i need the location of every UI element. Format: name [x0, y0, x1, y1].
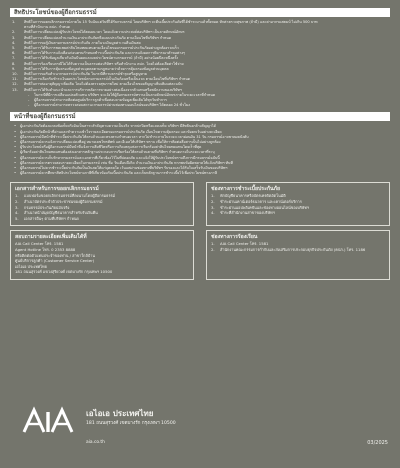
- bullet-icon: •: [13, 166, 17, 171]
- box-item-text: สำเนาหน้าสมุดบัญชีธนาคารสำหรับรับเงินคืน: [24, 210, 98, 216]
- item-number: 1.: [12, 20, 16, 24]
- box-item-number: 1.: [15, 193, 19, 199]
- item-number: 6.: [12, 51, 16, 56]
- box-item: [211, 210, 385, 216]
- item-number: 12.: [12, 82, 18, 87]
- duties-list: [10, 124, 390, 176]
- document-code: 03/2025: [367, 440, 388, 446]
- bullet-icon: •: [13, 155, 17, 160]
- cancellation-docs-list: [15, 193, 189, 221]
- box-item-number: 1.: [211, 193, 215, 199]
- item-text: ผู้เรียกร้องค่าสินไหมทดแทนต้องส่งเอกสารหลักฐานประกอบการเรียกร้องให้ครบถ้วนตามที่บริษัทฯ กำหนดภายในระยะเวลาที่ระบุ: [20, 150, 215, 155]
- dash-icon: -: [28, 92, 30, 97]
- box-item-number: 1.: [211, 241, 215, 247]
- aia-logo-icon: [22, 404, 74, 434]
- box-item-text: แบบฟอร์มขอยกเลิกกรมธรรม์ที่ลงนามโดยผู้ถือกรมธรรม์: [24, 193, 116, 199]
- brand-address: 181 ถนนสุรวงศ์ เขตบางรัก กรุงเทพฯ 10500: [86, 421, 176, 426]
- item-text: สิทธิในการขอยกเลิกกรมธรรม์ภายใน 15 วันนับแต่วันที่ได้รับกรมธรรม์ โดยบริษัทฯ จะคืนเบี้ยประกันภัยที่ได้ชำระมาแล้วทั้งหมด หักค่าตรวจสุขภาพ (ถ้ามี) และค่าอากรแสตมป์ ไม่เกิน 500 บาท: [24, 20, 318, 24]
- info-boxes-row-2: [10, 230, 390, 280]
- item-text: สิทธิในการร้องเรียนกรณีไม่ได้รับความเป็นธรรมต่อบริษัทฯ หรือสำนักงาน คปภ. โดยไม่ต้องเสียค่าใช้จ่าย: [24, 61, 184, 66]
- list-item: [10, 171, 390, 176]
- item-text: ผู้เอาประกันภัยมีหน้าที่อ่านและทำความเข้าใจรายละเอียดของกรมธรรม์ประกันภัย เงื่อนไขความคุ้มครอง และข้อยกเว้นอย่างละเอียด: [20, 129, 222, 134]
- contact-lines: [15, 241, 189, 275]
- bullet-icon: •: [13, 171, 17, 176]
- item-text: สิทธิในการเปลี่ยนแปลงผู้รับประโยชน์ได้ตลอดเวลา โดยแจ้งความประสงค์ต่อบริษัทฯ เป็นลายลักษณ์อักษร: [24, 30, 185, 35]
- box-item-number: 2.: [211, 247, 215, 253]
- item-number: 2.: [12, 30, 16, 35]
- bullet-icon: •: [13, 145, 17, 150]
- item-number: 4.: [12, 40, 16, 45]
- content: [10, 8, 390, 280]
- contact-box: [10, 230, 194, 280]
- complaint-title: ช่องทางการร้องเรียน: [211, 234, 258, 241]
- rights-list: [10, 20, 390, 108]
- sub-item-text: ในกรณีที่มีการเปลี่ยนแปลงตัวแทน บริษัทฯ จะแจ้งให้ผู้ถือกรมธรรม์ทราบเป็นลายลักษณ์อักษรภายในระยะเวลาที่กำหนด: [34, 92, 216, 97]
- item-text: สิทธิในการได้รับการชดเชยค่าสินไหมทดแทนตามเงื่อนไขของกรมธรรม์ประกันภัยอย่างถูกต้องรวดเร็ว: [24, 46, 179, 51]
- complaint-box: [206, 230, 390, 280]
- item-text: ผู้ถือกรมธรรม์ควรศึกษาสิทธิประโยชน์ทางภาษีที่เกี่ยวข้องกับเบี้ยประกันภัย และเก็บหลักฐานการชำระเบี้ยไว้เพื่อประโยชน์ทางภาษี: [20, 171, 217, 176]
- bullet-icon: •: [13, 150, 17, 155]
- box-item-text: หักบัญชีธนาคารหรือบัตรเครดิตอัตโนมัติ: [220, 193, 286, 199]
- bullet-icon: •: [13, 134, 17, 139]
- item-number: 7.: [12, 56, 16, 61]
- box-item-number: 2.: [15, 199, 19, 205]
- item-text: ผู้รับประโยชน์หรือผู้ถือกรมธรรม์มีหน้าที่แจ้งการเสียชีวิตหรือการเกิดเหตุแห่งการเรียกร้องค่าสินไหมทดแทนโดยเร็วที่สุด: [20, 145, 202, 150]
- item-text: สิทธิในการได้รับคำแนะนำและการบริการหลังการขายอย่างต่อเนื่องจากตัวแทนหรือพนักงานของบริษัทฯ: [24, 87, 182, 92]
- box-item-text: สำเนาบัตรประจำตัวประชาชนของผู้ถือกรมธรรม์: [24, 199, 103, 205]
- contact-line: AIA Call Center โทร. 1581: [15, 241, 64, 247]
- item-text: ผู้ถือกรมธรรม์ควรตรวจสอบรายละเอียดในกรมธรรม์ เช่น ชื่อ วันเดือนปีเกิด จำนวนเงินเอาประกันภัย หากพบข้อผิดพลาดให้แจ้งบริษัทฯ ทันที: [20, 160, 233, 165]
- item-text: สิทธิในการขอกู้เงินตามกรมธรรม์ประกันภัย ภายในวงเงินมูลค่าเวนคืนเงินสด: [24, 40, 141, 45]
- item-text: ตามที่สำนักงาน คปภ. กำหนด: [24, 25, 70, 30]
- box-item-number: 5.: [15, 215, 19, 221]
- item-number: 8.: [12, 61, 16, 66]
- contact-line: 181 ถนนสุรวงศ์ แขวงสุริยวงศ์ เขตบางรัก กรุงเทพฯ 10500: [15, 269, 113, 275]
- item-text: สิทธิในการเลือกรับชำระเงินผลประโยชน์ตามกรมธรรม์เป็นเงินก้อนหรือเป็นงวด ตามเงื่อนไขที่บริษัทฯ กำหนด: [24, 77, 191, 82]
- box-item-number: 4.: [15, 210, 19, 216]
- contact-line: Agent Hotline โทร. 0 2353 8888: [15, 247, 76, 253]
- contact-line: เอไอเอ ประเทศไทย: [15, 263, 47, 269]
- item-number: 13.: [12, 87, 18, 92]
- rights-section-title: สิทธิประโยชน์ของผู้ถือกรมธรรม์: [10, 8, 390, 17]
- box-item: [15, 216, 189, 222]
- box-item-text: ชำระผ่านเคาน์เตอร์ธนาคาร และเคาน์เตอร์บริการ: [220, 199, 302, 205]
- box-item: [211, 247, 385, 253]
- cancellation-docs-title: เอกสารสำหรับการขอยกเลิกกรมธรรม์: [15, 186, 99, 193]
- item-number: 9.: [12, 66, 16, 71]
- item-text: ผู้เอาประกันภัยต้องแถลงข้อเท็จจริงอันเป็นสาระสำคัญตามความเป็นจริง หากปกปิดหรือแถลงเท็จ บริษัทฯ มีสิทธิบอกล้างสัญญาได้: [20, 124, 217, 129]
- item-number: 5.: [12, 46, 16, 51]
- item-number: 11.: [12, 77, 18, 82]
- contact-title: สอบถามรายละเอียดเพิ่มเติมได้ที่: [15, 234, 87, 241]
- footer: [10, 404, 390, 460]
- bullet-icon: •: [13, 124, 17, 129]
- item-text: สิทธิในการได้รับการแจ้งเตือนก่อนครบกำหนดชำระเบี้ยประกันภัย และการแจ้งผลการพิจารณาคำขอต่างๆ: [24, 51, 186, 56]
- item-number: 10.: [12, 72, 18, 77]
- box-item-text: ชำระผ่านแอปพลิเคชันและช่องทางออนไลน์ของบริษัทฯ: [220, 204, 310, 210]
- bullet-icon: •: [13, 140, 17, 145]
- box-item-text: AIA Call Center โทร. 1581: [220, 241, 269, 247]
- box-item-number: 3.: [15, 204, 19, 210]
- item-text: สิทธิในการขอรับสำเนากรมธรรม์ประกันภัย ในกรณีที่กรมธรรม์ชำรุดหรือสูญหาย: [24, 72, 147, 77]
- box-item-text: เอกสารอื่นๆ ตามที่บริษัทฯ กำหนด: [24, 215, 79, 221]
- website-link[interactable]: aia.co.th: [86, 440, 105, 445]
- sub-item-text: ผู้ถือกรมธรรม์สามารถติดต่อศูนย์บริการลูกค้าเพื่อสอบถามข้อมูลเพิ่มเติมได้ทุกวันทำการ: [34, 98, 167, 103]
- duties-section-title: หน้าที่ของผู้ถือกรมธรรม์: [10, 112, 390, 121]
- item-text: สิทธิในการได้รับการคุ้มครองข้อมูลส่วนบุคคลตามกฎหมายว่าด้วยการคุ้มครองข้อมูลส่วนบุคคล: [24, 66, 169, 71]
- item-text: สิทธิในการเปลี่ยนแปลงจำนวนเงินเอาประกันภัยหรือแบบประกันภัย ตามเงื่อนไขที่บริษัทฯ กำหนด: [24, 35, 172, 40]
- box-item-text: ชำระที่สำนักงานสาขาของบริษัทฯ: [220, 210, 275, 216]
- complaint-list: [211, 241, 385, 252]
- item-text: ผู้ถือกรมธรรม์ไม่ควรชำระเบี้ยประกันภัยเป็นเงินสดให้แก่บุคคลใด เว้นแต่ผ่านช่องทางที่บริษัทฯ รับรองและได้รับใบเสร็จรับเงินของบริษัทฯ: [20, 166, 228, 171]
- sub-item-text: ผู้ถือกรมธรรม์สามารถตรวจสอบสถานะกรมธรรม์ผ่านช่องทางออนไลน์ของบริษัทฯ ได้ตลอด 24 ชั่วโมง: [34, 103, 191, 108]
- item-text: ผู้ถือกรมธรรม์ควรเก็บรักษากรมธรรม์และเอกสารที่เกี่ยวข้องไว้ในที่ปลอดภัย และแจ้งให้ผู้รับประโยชน์ทราบถึงการมีกรมธรรม์ฉบับนี้: [20, 155, 220, 160]
- item-text: สิทธิในการต่ออายุสัญญาเพิ่มเติม โดยไม่ต้องตรวจสุขภาพใหม่ ตามเงื่อนไขของสัญญาเพิ่มเติมแต่ละฉบับ: [24, 82, 183, 87]
- item-number: 3.: [12, 35, 16, 40]
- item-text: ผู้ถือกรมธรรม์ควรแจ้งการเปลี่ยนแปลงที่อยู่ หมายเลขโทรศัพท์ และอีเมลให้บริษัทฯ ทราบ เพื่อให้การติดต่อสื่อสารเป็นไปอย่างถูกต้อง: [20, 140, 221, 145]
- item-text: ผู้ถือกรมธรรม์มีหน้าที่ชำระเบี้ยประกันภัยให้ครบถ้วนและตรงตามกำหนดเวลา หากไม่ชำระภายในระยะเวลาผ่อนผัน 31 วัน กรมธรรม์อาจขาดผลบังคับ: [20, 134, 249, 139]
- item-text: สิทธิในการได้รับข้อมูลเกี่ยวกับเงินปันผลและผลประโยชน์ตามกรมธรรม์ (ถ้ามี) อย่างน้อยปีละหนึ่งครั้ง: [24, 56, 179, 61]
- contact-line: ศูนย์บริการลูกค้า (Customer Service Center): [15, 258, 95, 264]
- box-item-text: สำนักงานคณะกรรมการกำกับและส่งเสริมการประกอบธุรกิจประกันภัย (คปภ.) โทร. 1186: [220, 247, 366, 253]
- box-item-number: 3.: [211, 204, 215, 210]
- bullet-icon: •: [13, 129, 17, 134]
- payment-channels-title: ช่องทางการชำระเบี้ยประกันภัย: [211, 186, 280, 193]
- payment-channels-box: [206, 182, 390, 226]
- brand-name: เอไอเอ ประเทศไทย: [86, 409, 154, 418]
- box-item-number: 2.: [211, 199, 215, 205]
- dash-icon: -: [28, 98, 30, 103]
- cancellation-docs-box: [10, 182, 194, 226]
- box-item-number: 4.: [211, 210, 215, 216]
- sub-item: [10, 103, 390, 108]
- info-boxes-row-1: [10, 182, 390, 226]
- contact-line: หรือติดต่อตัวแทนประจำของท่าน / สาขาใกล้บ้าน: [15, 252, 95, 258]
- dash-icon: -: [28, 103, 30, 108]
- payment-channels-list: [211, 193, 385, 215]
- box-item-text: กรมธรรม์ประกันภัยฉบับจริง: [24, 204, 70, 210]
- bullet-icon: •: [13, 160, 17, 165]
